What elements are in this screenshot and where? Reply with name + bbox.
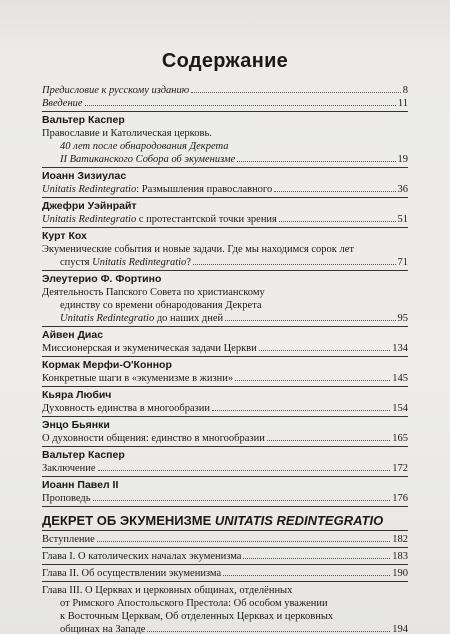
dot-leader (259, 350, 390, 351)
toc-entry-preface (42, 84, 408, 97)
title-pre: спустя (60, 257, 93, 268)
divider (42, 446, 408, 447)
toc-label (42, 183, 272, 196)
dot-leader (243, 558, 390, 559)
dot-leader (267, 440, 390, 441)
toc-entry-wainwright (42, 213, 408, 226)
essay-title-line: единству со времени обнародования Декрета (60, 300, 262, 311)
toc-label: Заключение (42, 463, 96, 474)
title-post: ? (186, 257, 191, 268)
toc-label: II Ватиканского Собора об экуменизме (60, 154, 236, 165)
toc-label: Духовность единства в многообразии (42, 403, 210, 414)
dot-leader (147, 631, 390, 632)
toc-page: 11 (397, 98, 408, 109)
toc-entry-murphy (42, 372, 408, 385)
toc-label: Введение (42, 98, 83, 109)
essay-title-line: Православие и Католическая церковь. (42, 128, 212, 139)
dot-leader (97, 541, 390, 542)
dot-leader (93, 500, 391, 501)
dot-leader (98, 470, 391, 471)
divider (42, 530, 408, 531)
toc-label: общинах на Западе (60, 624, 146, 634)
toc-entry-zizioulas (42, 183, 408, 196)
toc-label: Конкретные шаги в «экуменизме в жизни» (42, 373, 234, 384)
toc-page: 183 (392, 551, 408, 562)
toc-label: Глава I. О католических началах экуменизма (42, 551, 242, 562)
author-name: Джефри Уэйнрайт (42, 200, 137, 212)
author-name: Вальтер Каспер (42, 114, 125, 126)
divider (42, 356, 408, 357)
divider (42, 547, 408, 548)
latin-title: Unitatis Redintegratio (60, 313, 155, 324)
author-name: Айвен Диас (42, 329, 104, 341)
author-name: Кьяра Любич (42, 389, 112, 401)
author-name: Энцо Бьянки (42, 419, 110, 431)
decree-heading-latin: UNITATIS REDINTEGRATIO (214, 513, 384, 528)
dot-leader (279, 221, 396, 222)
toc-label (60, 256, 191, 269)
toc-page: 154 (392, 403, 408, 414)
toc-page: 36 (397, 184, 408, 195)
toc-page: 190 (392, 568, 408, 579)
latin-title: Unitatis Redintegratio (42, 184, 137, 195)
title-rest: с протестантской точки зрения (136, 214, 277, 225)
toc-page: 51 (397, 214, 408, 225)
title-rest: : Размышления православного (136, 184, 273, 195)
divider (42, 581, 408, 582)
dot-leader (85, 105, 396, 106)
toc-entry-dias (42, 342, 408, 355)
toc-page: 172 (392, 463, 408, 474)
dot-leader (274, 191, 395, 192)
divider (42, 197, 408, 198)
author-name: Иоанн Павел II (42, 479, 119, 491)
toc-entry-fortino (42, 312, 408, 325)
title-rest: до наших дней (154, 313, 224, 324)
divider (42, 111, 408, 112)
divider (42, 416, 408, 417)
toc-label: Глава II. Об осуществлении экуменизма (42, 568, 222, 579)
toc-page: 176 (392, 493, 408, 504)
essay-title-line: Деятельность Папского Совета по христианскому (42, 287, 265, 298)
toc-entry-decree-ch2 (42, 567, 408, 580)
divider (42, 227, 408, 228)
dot-leader (212, 410, 390, 411)
divider (42, 167, 408, 168)
dot-leader (225, 320, 395, 321)
divider (42, 476, 408, 477)
toc-entry-decree-ch3 (42, 623, 408, 634)
toc-page: 95 (397, 313, 408, 324)
author-name: Кормак Мерфи-О'Коннор (42, 359, 172, 371)
toc-label: Миссионерская и экуменическая задачи Церкви (42, 343, 257, 354)
divider (42, 270, 408, 271)
dot-leader (235, 380, 390, 381)
toc-entry-conclusion (42, 462, 408, 475)
toc-page: 19 (397, 154, 408, 165)
toc-entry-bianchi (42, 432, 408, 445)
toc-page: 134 (392, 343, 408, 354)
dot-leader (193, 264, 396, 265)
essay-title-line: Глава III. О Церквах и церковных общинах, отделённых (42, 585, 293, 596)
essay-title-line: 40 лет после обнародования Декрета (60, 141, 229, 152)
toc-page: 194 (392, 624, 408, 634)
toc-label: Предисловие к русскому изданию (42, 85, 190, 96)
dot-leader (223, 575, 390, 576)
toc-entry-introduction (42, 97, 408, 110)
author-name: Курт Кох (42, 230, 87, 242)
divider (42, 506, 408, 507)
toc-page: 182 (392, 534, 408, 545)
decree-heading-text: ДЕКРЕТ ОБ ЭКУМЕНИЗМЕ (42, 513, 215, 528)
toc-entry-homily (42, 492, 408, 505)
decree-heading (42, 513, 408, 529)
toc-label: Проповедь (42, 493, 91, 504)
dot-leader (237, 161, 395, 162)
divider (42, 564, 408, 565)
divider (42, 326, 408, 327)
toc-label: О духовности общения: единство в многообразии (42, 433, 265, 444)
toc-entry-decree-ch1 (42, 550, 408, 563)
essay-title-line: от Римского Апостольского Престола: Об особом уважении (60, 598, 328, 609)
author-name: Вальтер Каспер (42, 449, 125, 461)
toc-label: Вступление (42, 534, 95, 545)
latin-title: Unitatis Redintegratio (42, 214, 137, 225)
toc-page: 71 (397, 257, 408, 268)
toc-entry-koch (42, 256, 408, 269)
toc-entry-kasper (42, 153, 408, 166)
toc-entry-decree-intro (42, 533, 408, 546)
latin-title: Unitatis Redintegratio (92, 257, 187, 268)
toc-label (42, 213, 277, 226)
toc-entry-lubich (42, 402, 408, 415)
toc-page: 145 (392, 373, 408, 384)
contents-list (42, 84, 408, 634)
dot-leader (191, 92, 401, 93)
toc-label (60, 312, 223, 325)
author-name: Иоанн Зизиулас (42, 170, 127, 182)
author-name: Элеутерио Ф. Фортино (42, 273, 162, 285)
page-title: Содержание (161, 50, 289, 72)
essay-title-line: к Восточным Церквам, Об отделенных Церквах и церковных (60, 611, 334, 622)
toc-page: 165 (392, 433, 408, 444)
divider (42, 386, 408, 387)
toc-page: 8 (402, 85, 408, 96)
essay-title-line: Экуменические события и новые задачи. Где мы находимся сорок лет (42, 244, 354, 255)
